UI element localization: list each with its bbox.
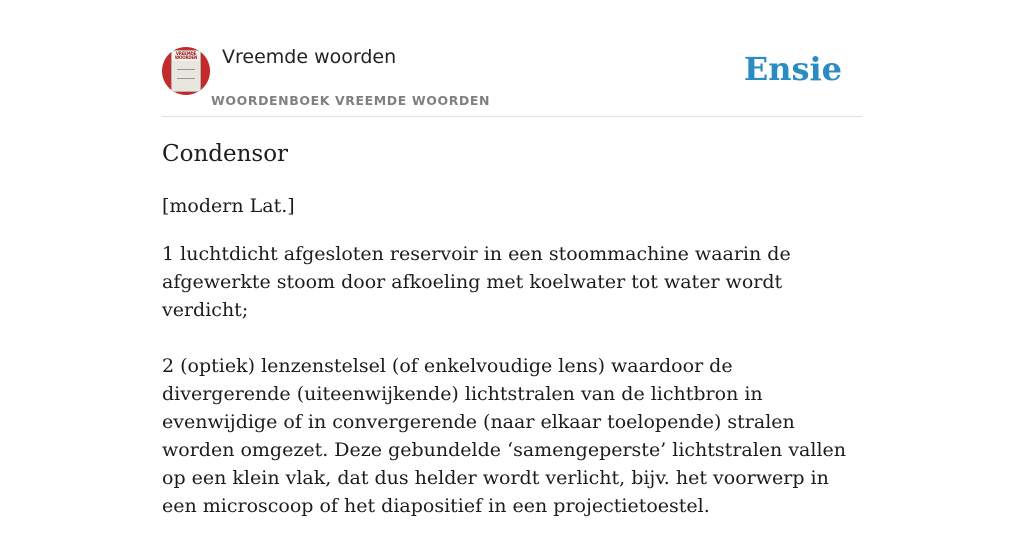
entry-origin: [modern Lat.] — [162, 195, 295, 217]
cover-title: VREEMDE WOORDEN — [174, 51, 198, 60]
book-cover-avatar[interactable] — [162, 47, 210, 95]
cover-band — [172, 51, 200, 61]
header — [162, 0, 862, 117]
page — [162, 0, 862, 517]
ensie-logo[interactable]: Ensie — [743, 50, 842, 88]
definition-2: 2 (optiek) lenzenstelsel (of enkelvoudige lens) waardoor de divergerende (uiteenwijkende) lichtstralen van de lichtbron in evenwijdige of in convergerende (naar elkaar toelopende) stralen worden omgezet. Deze gebundelde ‘samengeperste’ lichtstralen vallen op een klein vlak, dat dus helder wordt verlicht, bijv. het voorwerp in een microscoop of het diapositief in een projectietoestel. — [162, 355, 847, 517]
book-subtitle[interactable]: WOORDENBOEK VREEMDE WOORDEN — [211, 93, 491, 108]
definitions — [162, 240, 862, 548]
entry-term: Condensor — [162, 141, 289, 167]
cover-lines — [177, 69, 195, 79]
book-cover-image — [172, 51, 200, 91]
definition-1: 1 luchtdicht afgesloten reservoir in een stoommachine waarin de afgewerkte stoom door afkoeling met koelwater tot water wordt verdicht; — [162, 243, 791, 321]
book-title[interactable]: Vreemde woorden — [222, 46, 397, 68]
